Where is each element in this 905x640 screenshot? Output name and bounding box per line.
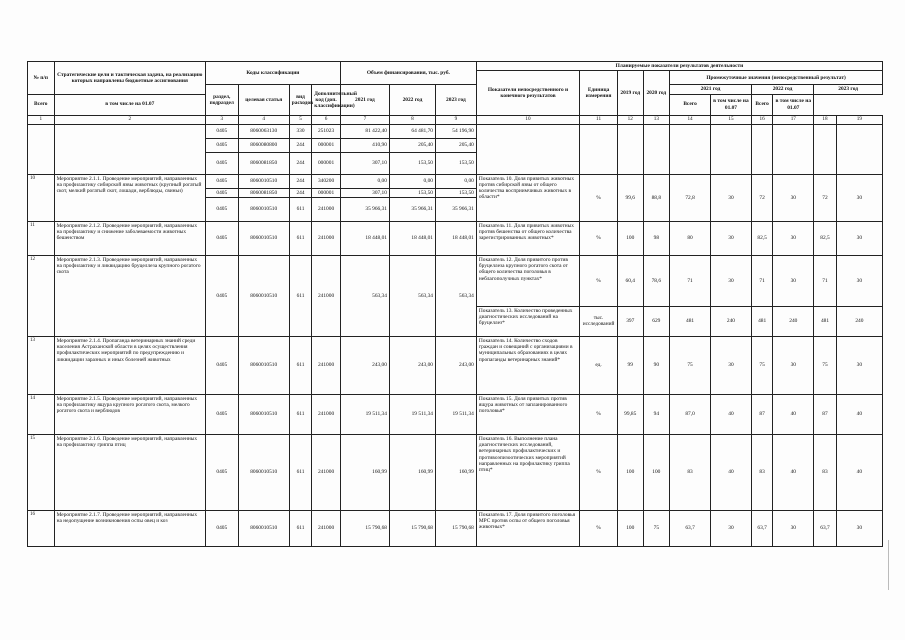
value-2020-cell: 88,8 bbox=[643, 174, 670, 221]
header-vtom-2022: в том числе на 01.07 bbox=[711, 94, 752, 115]
measure-name-cell: Мероприятие 2.1.3. Проведение мероприятий, направленных на профилактику и ликвидацию бруцеллеза крупного рогатого скота bbox=[54, 255, 205, 336]
measure-name-cell: Мероприятие 2.1.6. Проведение мероприятий, направленных на профилактику гриппа птиц bbox=[54, 434, 205, 510]
value-2020-cell: 78,6 bbox=[643, 255, 670, 306]
target-article-cell: 8060010510 bbox=[238, 394, 289, 434]
razdel-cell: 0405 bbox=[205, 434, 238, 510]
value-2019-cell: 100 bbox=[617, 221, 643, 255]
total-2021-cell: 80 bbox=[670, 221, 711, 255]
measure-name-cell: Мероприятие 2.1.5. Проведение мероприятий, направленных на профилактику ящура крупного рогатого скота, мелкого рогатого скота и верблюдов bbox=[54, 394, 205, 434]
header-2022: 2022 год bbox=[389, 85, 435, 115]
value-2019-cell: 99 bbox=[617, 336, 643, 394]
expense-type-cell: 244 bbox=[289, 188, 311, 197]
row-number-cell bbox=[28, 124, 55, 174]
midyear-2022-cell: 40 bbox=[773, 394, 814, 434]
midyear-2021-cell: 240 bbox=[711, 306, 752, 336]
value-2019-cell: 100 bbox=[617, 510, 643, 546]
indicator-cell bbox=[476, 124, 579, 174]
value-2019-cell: 100 bbox=[617, 434, 643, 510]
total-2023-cell: 87 bbox=[814, 394, 836, 434]
row-number-cell: 10 bbox=[28, 174, 55, 221]
total-2022-cell: 82,5 bbox=[751, 221, 772, 255]
midyear-2021-cell: 40 bbox=[711, 394, 752, 434]
midyear-2022-cell: 30 bbox=[773, 174, 814, 221]
total-2022-cell: 63,7 bbox=[751, 510, 772, 546]
extra-code-cell: 241000 bbox=[312, 197, 341, 221]
header-vsego-2021: Всего bbox=[28, 94, 55, 115]
total-2021-cell: 75 bbox=[670, 336, 711, 394]
midyear-2023-cell: 40 bbox=[836, 434, 882, 510]
razdel-cell: 0405 bbox=[205, 221, 238, 255]
midyear-2021-cell: 30 bbox=[711, 336, 752, 394]
value-2020-cell: 75 bbox=[643, 510, 670, 546]
row-number-cell: 15 bbox=[28, 434, 55, 510]
expense-type-cell: 611 bbox=[289, 510, 311, 546]
header-2020: 2020 год bbox=[643, 71, 670, 115]
header-intermediate: Промежуточные значения (непосредственный результат) bbox=[670, 71, 883, 85]
column-number: 13 bbox=[643, 115, 670, 124]
header-goals: Стратегические цели и тактическая задача, на реализацию которых направлены бюджетные ассигнования bbox=[54, 62, 205, 95]
midyear-2021-cell: 30 bbox=[711, 510, 752, 546]
midyear-2022-cell: 30 bbox=[773, 221, 814, 255]
finance-2023-cell: 54 196,90 bbox=[435, 124, 476, 138]
target-article-cell: 8060010510 bbox=[238, 255, 289, 336]
finance-2021-cell: 15 790,68 bbox=[340, 510, 389, 546]
value-2020-cell bbox=[643, 124, 670, 174]
table-row bbox=[28, 510, 883, 546]
unit-cell: тыс. исследований bbox=[580, 306, 618, 336]
expense-type-cell: 244 bbox=[289, 152, 311, 174]
unit-cell: % bbox=[580, 510, 618, 546]
unit-cell: % bbox=[580, 221, 618, 255]
unit-cell: ед. bbox=[580, 336, 618, 394]
column-number: 11 bbox=[580, 115, 618, 124]
total-2023-cell: 63,7 bbox=[814, 510, 836, 546]
extra-code-cell: 241000 bbox=[312, 221, 341, 255]
midyear-2021-cell: 30 bbox=[711, 221, 752, 255]
column-number: 8 bbox=[389, 115, 435, 124]
extra-code-cell: 251023 bbox=[312, 124, 341, 138]
finance-2021-cell: 81 422,40 bbox=[340, 124, 389, 138]
header-no: № п/п bbox=[28, 62, 55, 95]
indicator-cell: Показатель 14. Количество сходов граждан и совещаний с организациями в муниципальных образованиях в целях пропаганды ветеринарных знаний* bbox=[476, 336, 579, 394]
header-int-2023: 2023 год bbox=[814, 85, 883, 94]
total-2023-cell: 82,5 bbox=[814, 221, 836, 255]
finance-2023-cell: 153,50 bbox=[435, 152, 476, 174]
midyear-2021-cell: 30 bbox=[711, 174, 752, 221]
header-2021: 2021 год bbox=[340, 85, 389, 115]
total-2022-cell: 481 bbox=[751, 306, 772, 336]
razdel-cell: 0405 bbox=[205, 138, 238, 152]
finance-2023-cell: 243,00 bbox=[435, 336, 476, 394]
goal-cell bbox=[54, 124, 205, 174]
row-number-cell: 14 bbox=[28, 394, 55, 434]
header-vsego-2022: Всего bbox=[670, 94, 711, 115]
finance-2021-cell: 0,00 bbox=[340, 174, 389, 188]
finance-2023-cell: 0,00 bbox=[435, 174, 476, 188]
midyear-2023-cell: 30 bbox=[836, 336, 882, 394]
column-number: 7 bbox=[340, 115, 389, 124]
total-2022-cell: 71 bbox=[751, 255, 772, 306]
row-number-cell: 12 bbox=[28, 255, 55, 336]
total-2021-cell bbox=[670, 124, 711, 174]
finance-2021-cell: 35 966,31 bbox=[340, 197, 389, 221]
target-article-cell: 8060010510 bbox=[238, 510, 289, 546]
table-row bbox=[28, 394, 883, 434]
target-article-cell: 8060010510 bbox=[238, 221, 289, 255]
target-article-cell: 8060080800 bbox=[238, 138, 289, 152]
extra-code-cell: 241000 bbox=[312, 394, 341, 434]
razdel-cell: 0405 bbox=[205, 255, 238, 336]
table-row bbox=[28, 434, 883, 510]
finance-2021-cell: 307,10 bbox=[340, 152, 389, 174]
total-2023-cell: 83 bbox=[814, 434, 836, 510]
extra-code-cell: 241000 bbox=[312, 255, 341, 336]
expense-type-cell: 611 bbox=[289, 197, 311, 221]
midyear-2021-cell: 30 bbox=[711, 255, 752, 306]
total-2021-cell: 83 bbox=[670, 434, 711, 510]
column-number: 16 bbox=[751, 115, 772, 124]
value-2020-cell: 98 bbox=[643, 221, 670, 255]
extra-code-cell: 000001 bbox=[312, 138, 341, 152]
value-2020-cell: 629 bbox=[643, 306, 670, 336]
value-2019-cell: 99,6 bbox=[617, 174, 643, 221]
total-2021-cell: 63,7 bbox=[670, 510, 711, 546]
indicator-cell: Показатель 13. Количество проведенных диагностических исследований на бруцеллез* bbox=[476, 306, 579, 336]
scan-artifact bbox=[888, 540, 889, 590]
finance-2023-cell: 18 448,01 bbox=[435, 221, 476, 255]
column-number: 6 bbox=[312, 115, 341, 124]
finance-2023-cell: 160,99 bbox=[435, 434, 476, 510]
finance-2022-cell: 15 790,68 bbox=[389, 510, 435, 546]
total-2022-cell: 83 bbox=[751, 434, 772, 510]
target-article-cell: 8060010510 bbox=[238, 197, 289, 221]
midyear-2023-cell: 30 bbox=[836, 174, 882, 221]
midyear-2023-cell: 240 bbox=[836, 306, 882, 336]
value-2019-cell: 60,4 bbox=[617, 255, 643, 306]
finance-2021-cell: 307,10 bbox=[340, 188, 389, 197]
row-number-cell: 11 bbox=[28, 221, 55, 255]
target-article-cell: 8060081850 bbox=[238, 188, 289, 197]
finance-2022-cell: 35 966,31 bbox=[389, 197, 435, 221]
total-2022-cell: 75 bbox=[751, 336, 772, 394]
expense-type-cell: 244 bbox=[289, 138, 311, 152]
total-2023-cell: 72 bbox=[814, 174, 836, 221]
finance-2023-cell: 15 790,68 bbox=[435, 510, 476, 546]
expense-type-cell: 244 bbox=[289, 174, 311, 188]
table-row bbox=[28, 221, 883, 255]
midyear-2022-cell bbox=[773, 124, 814, 174]
midyear-2022-cell: 30 bbox=[773, 510, 814, 546]
value-2019-cell: 397 bbox=[617, 306, 643, 336]
total-2022-cell: 87 bbox=[751, 394, 772, 434]
midyear-2022-cell: 30 bbox=[773, 336, 814, 394]
midyear-2023-cell: 30 bbox=[836, 255, 882, 306]
table-row bbox=[28, 124, 883, 138]
header-codes: Коды классификации bbox=[205, 62, 340, 85]
header-vtom-2023: в том числе на 01.07 bbox=[773, 94, 814, 115]
measure-name-cell: Мероприятие 2.1.1. Проведение мероприятий, направленных на профилактику сибирской язвы животных (крупный рогатый скот, мелкий рогатый скот, лошади, верблюды, свиньи) bbox=[54, 174, 205, 221]
measure-name-cell: Мероприятие 2.1.7. Проведение мероприятий, направленных на недопущение возникновения оспы овец и коз bbox=[54, 510, 205, 546]
measure-name-cell: Мероприятие 2.1.4. Пропаганда ветеринарных знаний среди населения Астраханской области в целях осуществления профилактических мероприятий по предупреждению и ликвидации заразных и иных болезней животных bbox=[54, 336, 205, 394]
razdel-cell: 0405 bbox=[205, 124, 238, 138]
value-2020-cell: 90 bbox=[643, 336, 670, 394]
expense-type-cell: 611 bbox=[289, 221, 311, 255]
total-2021-cell: 72,8 bbox=[670, 174, 711, 221]
finance-2021-cell: 18 448,01 bbox=[340, 221, 389, 255]
finance-2023-cell: 19 511,34 bbox=[435, 394, 476, 434]
row-number-cell: 13 bbox=[28, 336, 55, 394]
finance-2022-cell: 64 481,70 bbox=[389, 124, 435, 138]
header-volume: Объем финансирования, тыс. руб. bbox=[340, 62, 476, 85]
target-article-cell: 8060063130 bbox=[238, 124, 289, 138]
finance-2022-cell: 153,50 bbox=[389, 152, 435, 174]
finance-2022-cell: 18 448,01 bbox=[389, 221, 435, 255]
column-number: 14 bbox=[670, 115, 711, 124]
extra-code-cell: 241000 bbox=[312, 510, 341, 546]
indicator-cell: Показатель 11. Доля привитых животных против бешенства от общего количества зарегистрированных животных* bbox=[476, 221, 579, 255]
finance-2022-cell: 563,34 bbox=[389, 255, 435, 336]
value-2019-cell: 99,85 bbox=[617, 394, 643, 434]
finance-2023-cell: 563,34 bbox=[435, 255, 476, 336]
header-razdel: раздел, подраздел bbox=[205, 85, 238, 115]
finance-2023-cell: 153,50 bbox=[435, 188, 476, 197]
column-number: 4 bbox=[238, 115, 289, 124]
total-2022-cell bbox=[751, 124, 772, 174]
total-2022-cell: 72 bbox=[751, 174, 772, 221]
total-2021-cell: 481 bbox=[670, 306, 711, 336]
finance-2022-cell: 19 511,34 bbox=[389, 394, 435, 434]
finance-2021-cell: 563,34 bbox=[340, 255, 389, 336]
expense-type-cell: 611 bbox=[289, 394, 311, 434]
column-number: 1 bbox=[28, 115, 55, 124]
header-unit: Единица измерения bbox=[580, 71, 618, 115]
target-article-cell: 8060081850 bbox=[238, 152, 289, 174]
value-2020-cell: 94 bbox=[643, 394, 670, 434]
finance-2022-cell: 153,50 bbox=[389, 188, 435, 197]
unit-cell: % bbox=[580, 394, 618, 434]
finance-2022-cell: 160,99 bbox=[389, 434, 435, 510]
indicator-cell: Показатель 15. Доля привитых против ящура животных от запланированного поголовья* bbox=[476, 394, 579, 434]
unit-cell: % bbox=[580, 174, 618, 221]
target-article-cell: 8060010510 bbox=[238, 434, 289, 510]
total-2023-cell: 75 bbox=[814, 336, 836, 394]
header-vid: вид расходов bbox=[289, 85, 311, 115]
finance-2022-cell: 243,00 bbox=[389, 336, 435, 394]
razdel-cell: 0405 bbox=[205, 152, 238, 174]
finance-2022-cell: 205,40 bbox=[389, 138, 435, 152]
midyear-2023-cell bbox=[836, 124, 882, 174]
razdel-cell: 0405 bbox=[205, 510, 238, 546]
header-2019: 2019 год bbox=[617, 71, 643, 115]
table-body bbox=[28, 124, 883, 546]
unit-cell bbox=[580, 124, 618, 174]
header-int-2022: 2022 год bbox=[751, 85, 813, 94]
header-vsego-2023: Всего bbox=[751, 94, 772, 115]
extra-code-cell: 000001 bbox=[312, 188, 341, 197]
midyear-2022-cell: 30 bbox=[773, 255, 814, 306]
midyear-2022-cell: 240 bbox=[773, 306, 814, 336]
unit-cell: % bbox=[580, 255, 618, 306]
header-indicator: Показатели непосредственного и конечного результатов bbox=[476, 71, 579, 115]
value-2020-cell: 100 bbox=[643, 434, 670, 510]
header-dop: Дополнительный код (доп. классификации) bbox=[312, 85, 341, 115]
indicator-cell: Показатель 10. Доля привитых животных против сибирской язвы от общего количества восприимчивых животных в области* bbox=[476, 174, 579, 221]
extra-code-cell: 241000 bbox=[312, 434, 341, 510]
indicator-cell: Показатель 16. Выполнение плана диагностических исследований, ветеринарных профилактических и противоэпизоотических мероприятий направленных на профилактику гриппа птиц* bbox=[476, 434, 579, 510]
column-number: 9 bbox=[435, 115, 476, 124]
unit-cell: % bbox=[580, 434, 618, 510]
header-int-2021: 2021 год bbox=[670, 85, 752, 94]
razdel-cell: 0405 bbox=[205, 336, 238, 394]
total-2023-cell: 481 bbox=[814, 306, 836, 336]
program-measures-table bbox=[27, 61, 883, 547]
row-number-cell: 16 bbox=[28, 510, 55, 546]
header-celevaya: целевая статья bbox=[238, 85, 289, 115]
column-number-row bbox=[28, 115, 883, 124]
column-number: 18 bbox=[814, 115, 836, 124]
razdel-cell: 0405 bbox=[205, 394, 238, 434]
finance-2023-cell: 35 966,31 bbox=[435, 197, 476, 221]
finance-2022-cell: 0,00 bbox=[389, 174, 435, 188]
table-row bbox=[28, 255, 883, 306]
midyear-2021-cell bbox=[711, 124, 752, 174]
column-number: 5 bbox=[289, 115, 311, 124]
header-planned: Планируемые показатели результатов деятельности bbox=[476, 62, 882, 71]
column-number: 17 bbox=[773, 115, 814, 124]
total-2021-cell: 87,0 bbox=[670, 394, 711, 434]
column-number: 19 bbox=[836, 115, 882, 124]
column-number: 10 bbox=[476, 115, 579, 124]
indicator-cell: Показатель 12. Доля привитого против бруцеллеза крупного рогатого скота от общего количества поголовья в неблагополучных пунктах* bbox=[476, 255, 579, 306]
razdel-cell: 0405 bbox=[205, 174, 238, 188]
measure-name-cell: Мероприятие 2.1.2. Проведение мероприятий, направленных на профилактику и снижение заболеваемости животных бешенством bbox=[54, 221, 205, 255]
total-2021-cell: 71 bbox=[670, 255, 711, 306]
finance-2023-cell: 205,40 bbox=[435, 138, 476, 152]
finance-2021-cell: 410,90 bbox=[340, 138, 389, 152]
expense-type-cell: 611 bbox=[289, 255, 311, 336]
target-article-cell: 8060010510 bbox=[238, 174, 289, 188]
header-vtom-2021: в том числе на 01.07 bbox=[54, 94, 205, 115]
table-row bbox=[28, 336, 883, 394]
header-2023: 2023 год bbox=[435, 85, 476, 115]
column-number: 2 bbox=[54, 115, 205, 124]
razdel-cell: 0405 bbox=[205, 188, 238, 197]
midyear-2021-cell: 40 bbox=[711, 434, 752, 510]
column-number: 3 bbox=[205, 115, 238, 124]
finance-2021-cell: 19 511,34 bbox=[340, 394, 389, 434]
indicator-cell: Показатель 17. Доля привитого поголовья МРС против оспы от общего поголовья животных* bbox=[476, 510, 579, 546]
total-2023-cell: 71 bbox=[814, 255, 836, 306]
value-2019-cell bbox=[617, 124, 643, 174]
extra-code-cell: 241000 bbox=[312, 336, 341, 394]
midyear-2022-cell: 40 bbox=[773, 434, 814, 510]
finance-2021-cell: 160,99 bbox=[340, 434, 389, 510]
expense-type-cell: 330 bbox=[289, 124, 311, 138]
column-number: 12 bbox=[617, 115, 643, 124]
expense-type-cell: 611 bbox=[289, 434, 311, 510]
target-article-cell: 8060010510 bbox=[238, 336, 289, 394]
table-row bbox=[28, 174, 883, 188]
total-2023-cell bbox=[814, 124, 836, 174]
extra-code-cell: 340200 bbox=[312, 174, 341, 188]
midyear-2023-cell: 40 bbox=[836, 394, 882, 434]
midyear-2023-cell: 30 bbox=[836, 510, 882, 546]
expense-type-cell: 611 bbox=[289, 336, 311, 394]
extra-code-cell: 000001 bbox=[312, 152, 341, 174]
column-number: 15 bbox=[711, 115, 752, 124]
midyear-2023-cell: 30 bbox=[836, 221, 882, 255]
finance-2021-cell: 243,00 bbox=[340, 336, 389, 394]
razdel-cell: 0405 bbox=[205, 197, 238, 221]
